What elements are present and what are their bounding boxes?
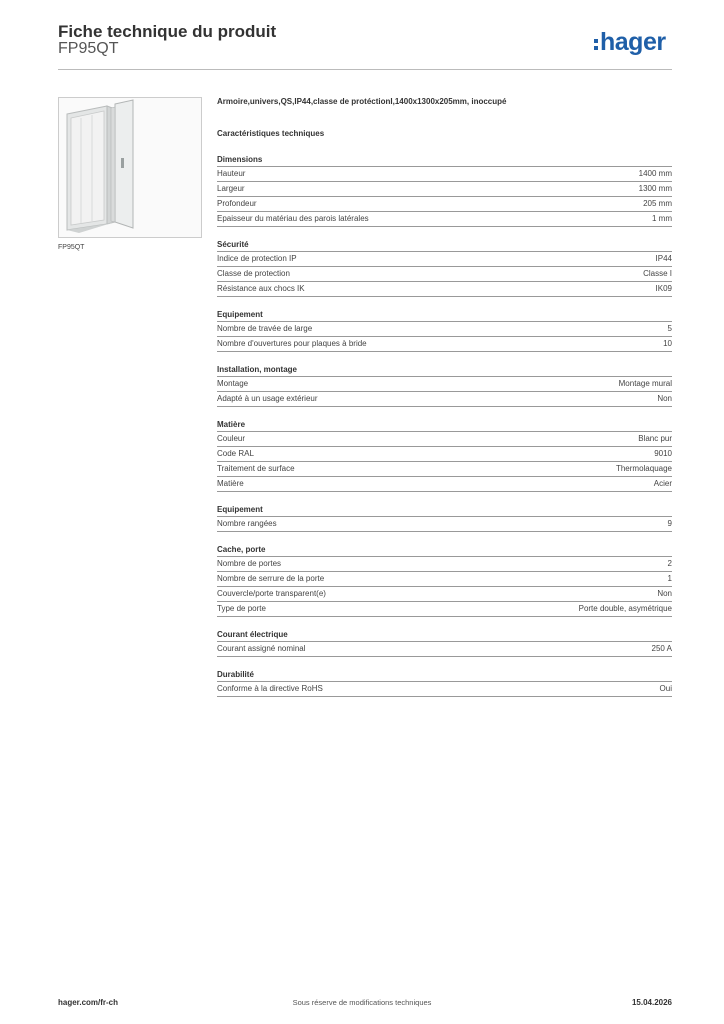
product-reference: FP95QT <box>58 40 119 57</box>
spec-label: Epaisseur du matériau des parois latérales <box>217 214 369 223</box>
spec-label: Nombre de portes <box>217 559 282 568</box>
spec-value: Blanc pur <box>638 434 672 443</box>
spec-row <box>217 682 672 697</box>
spec-section <box>217 543 672 617</box>
spec-label: Largeur <box>217 184 245 193</box>
spec-value: Porte double, asymétrique <box>578 604 672 613</box>
spec-value: IP44 <box>655 254 672 263</box>
spec-row <box>217 377 672 392</box>
spec-value: 9 <box>667 519 672 528</box>
section-title: Sécurité <box>217 238 672 252</box>
section-title: Equipement <box>217 308 672 322</box>
spec-label: Matière <box>217 479 244 488</box>
spec-label: Type de porte <box>217 604 266 613</box>
product-description: Armoire,univers,QS,IP44,classe de protéctionI,1400x1300x205mm, inoccupé <box>217 97 507 106</box>
spec-row <box>217 462 672 477</box>
spec-row <box>217 212 672 227</box>
spec-label: Conforme à la directive RoHS <box>217 684 323 693</box>
spec-row <box>217 447 672 462</box>
spec-row <box>217 337 672 352</box>
spec-value: Acier <box>653 479 672 488</box>
spec-value: Montage mural <box>618 379 672 388</box>
page-title: Fiche technique du produit <box>58 22 277 41</box>
spec-section <box>217 153 672 227</box>
spec-section <box>217 363 672 407</box>
spec-label: Adapté à un usage extérieur <box>217 394 318 403</box>
spec-row <box>217 432 672 447</box>
spec-value: 9010 <box>654 449 672 458</box>
footer-notice: Sous réserve de modifications techniques <box>292 998 432 1007</box>
section-title: Installation, montage <box>217 363 672 377</box>
spec-label: Couleur <box>217 434 246 443</box>
section-title: Dimensions <box>217 153 672 167</box>
spec-row <box>217 197 672 212</box>
spec-label: Nombre de travée de large <box>217 324 313 333</box>
spec-section <box>217 628 672 657</box>
spec-label: Montage <box>217 379 249 388</box>
spec-label: Nombre rangées <box>217 519 277 528</box>
spec-section <box>217 418 672 492</box>
spec-sections <box>217 153 672 697</box>
footer-website: hager.com/fr-ch <box>58 998 119 1007</box>
spec-label: Profondeur <box>217 199 257 208</box>
spec-label: Courant assigné nominal <box>217 644 306 653</box>
spec-section <box>217 308 672 352</box>
spec-value: Classe I <box>643 269 672 278</box>
spec-section <box>217 238 672 297</box>
spec-value: 5 <box>667 324 672 333</box>
spec-label: Nombre de serrure de la porte <box>217 574 325 583</box>
spec-row <box>217 282 672 297</box>
logo-text: hager <box>600 28 666 56</box>
spec-label: Traitement de surface <box>217 464 295 473</box>
spec-row <box>217 572 672 587</box>
section-title: Equipement <box>217 503 672 517</box>
spec-value: 10 <box>663 339 672 348</box>
spec-row <box>217 267 672 282</box>
spec-value: 1300 mm <box>638 184 672 193</box>
spec-label: Résistance aux chocs IK <box>217 284 305 293</box>
spec-label: Nombre d'ouvertures pour plaques à bride <box>217 339 367 348</box>
spec-value: Thermolaquage <box>615 464 672 473</box>
spec-value: Non <box>657 394 672 403</box>
spec-value: IK09 <box>655 284 672 293</box>
spec-content <box>217 97 672 697</box>
spec-row <box>217 182 672 197</box>
section-title: Courant électrique <box>217 628 672 642</box>
spec-section <box>217 668 672 697</box>
spec-value: 1 mm <box>652 214 672 223</box>
spec-value: Non <box>657 589 672 598</box>
tech-heading: Caractéristiques techniques <box>217 129 325 138</box>
spec-row <box>217 557 672 572</box>
spec-value: Oui <box>659 684 672 693</box>
spec-row <box>217 587 672 602</box>
spec-label: Classe de protection <box>217 269 290 278</box>
product-image <box>58 97 202 238</box>
spec-row <box>217 252 672 267</box>
logo-dots-icon <box>594 39 598 50</box>
spec-row <box>217 602 672 617</box>
spec-value: 250 A <box>651 644 672 653</box>
spec-label: Code RAL <box>217 449 254 458</box>
image-caption: FP95QT <box>58 244 85 251</box>
spec-value: 205 mm <box>643 199 672 208</box>
spec-row <box>217 517 672 532</box>
spec-value: 1400 mm <box>638 169 672 178</box>
spec-section <box>217 503 672 532</box>
header-divider <box>58 69 672 70</box>
section-title: Cache, porte <box>217 543 672 557</box>
hager-logo <box>594 28 666 56</box>
spec-row <box>217 392 672 407</box>
spec-label: Hauteur <box>217 169 246 178</box>
footer-date: 15.04.2026 <box>631 998 672 1007</box>
spec-value: 2 <box>667 559 672 568</box>
spec-value: 1 <box>667 574 672 583</box>
spec-row <box>217 322 672 337</box>
spec-label: Indice de protection IP <box>217 254 297 263</box>
section-title: Durabilité <box>217 668 672 682</box>
spec-row <box>217 477 672 492</box>
spec-row <box>217 167 672 182</box>
spec-row <box>217 642 672 657</box>
spec-label: Couvercle/porte transparent(e) <box>217 589 326 598</box>
section-title: Matière <box>217 418 672 432</box>
